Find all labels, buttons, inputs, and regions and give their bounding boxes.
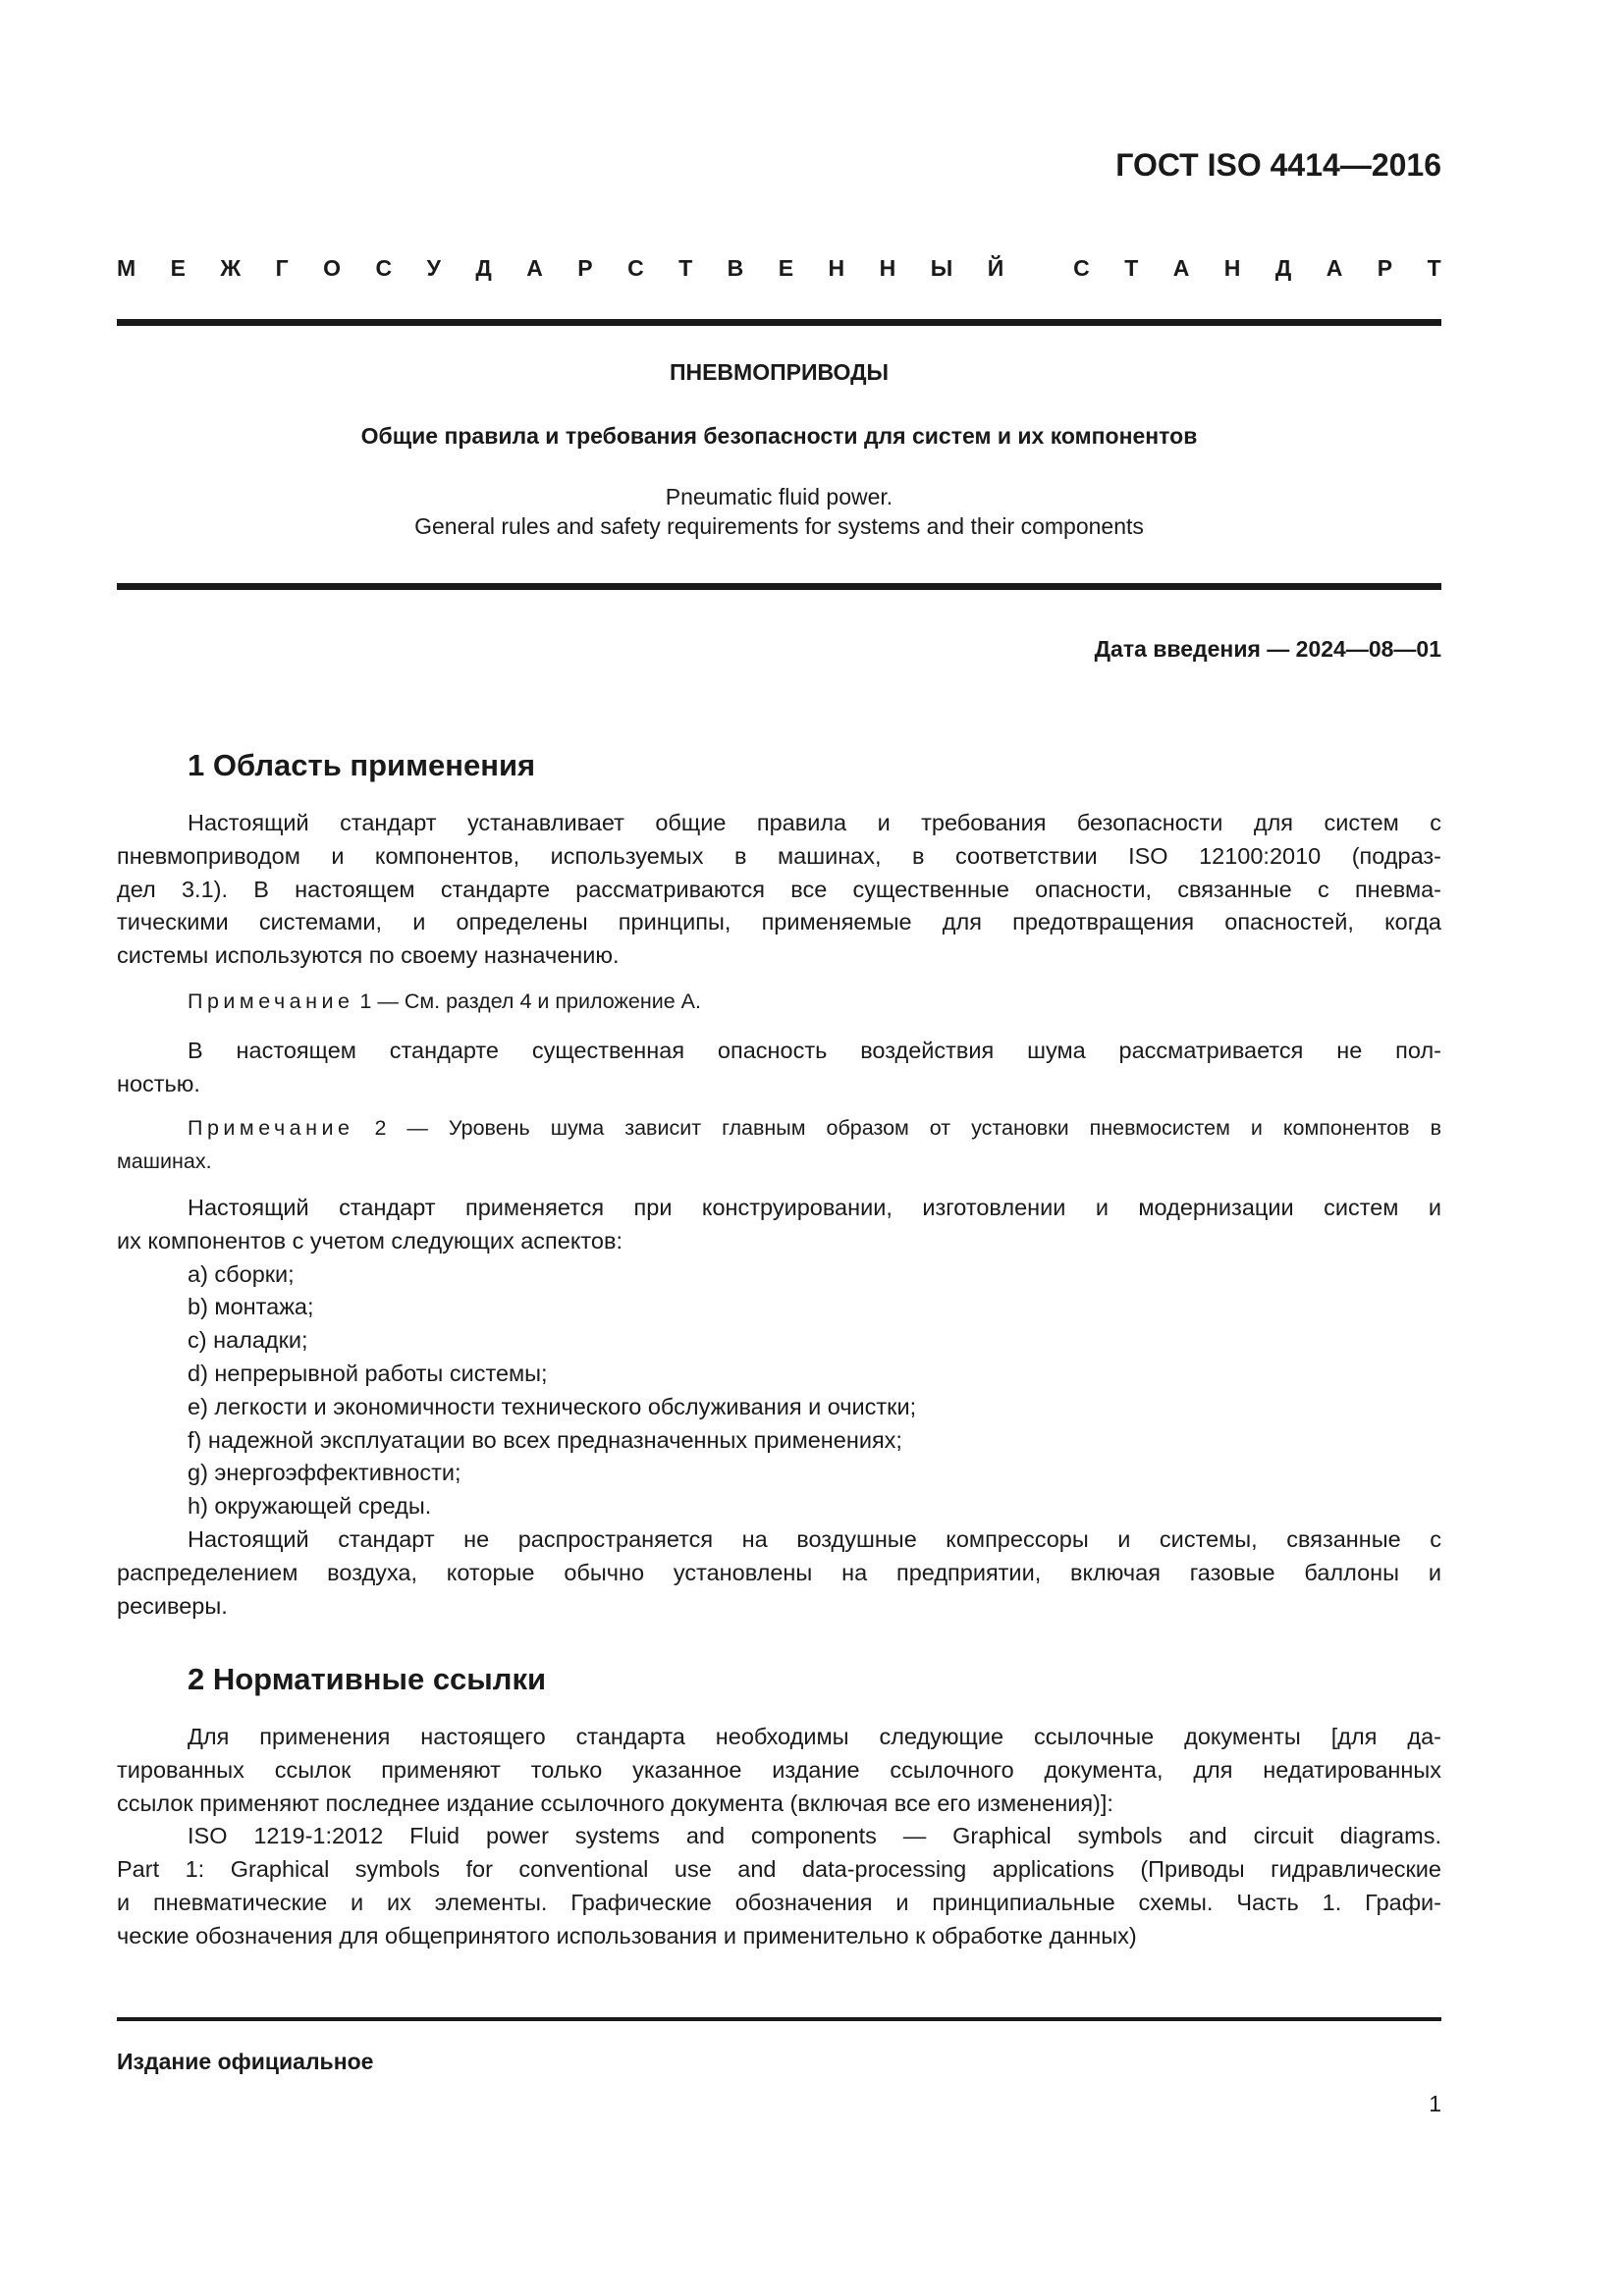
header-letter: В [727, 255, 744, 281]
list-item: b) монтажа; [188, 1294, 314, 1320]
text-line: распределением воздуха, которые обычно установлены на предприятии, включая газовые баллоны и [117, 1559, 1441, 1585]
header-letter: А [526, 255, 543, 281]
paragraph-3-lines [117, 1192, 1441, 1258]
standard-type-header [117, 255, 1441, 282]
header-letter: Н [828, 255, 845, 281]
text-line: Part 1: Graphical symbols for conventional use and data-processing applications (Приводы гидравлические [117, 1856, 1441, 1883]
text-line: и пневматические и их элементы. Графические обозначения и принципиальные схемы. Часть 1. Графи- [117, 1889, 1441, 1915]
document-number: ГОСТ ISO 4414—2016 [1115, 147, 1441, 183]
note-2-text: 2 — Уровень шума зависит главным образом от установки пневмосистем и компонентов в [353, 1116, 1441, 1140]
text-line: Настоящий стандарт применяется при конструировании, изготовлении и модернизации систем и [188, 1195, 1441, 1220]
note-1 [117, 986, 1441, 1019]
text-line: Настоящий стандарт не распространяется на воздушные компрессоры и системы, связанные с [188, 1525, 1441, 1552]
list-item: e) легкости и экономичности технического обслуживания и очистки; [188, 1393, 917, 1419]
text-line: ссылок применяют последнее издание ссылочного документа (включая все его изменения)]: [117, 1789, 1113, 1816]
document-title: ПНЕВМОПРИВОДЫ [669, 359, 890, 385]
text-line: тированных ссылок применяют только указанное издание ссылочного документа, для недатированных [117, 1756, 1441, 1783]
title-divider [117, 583, 1441, 590]
section-1-paragraph-1 [117, 807, 1441, 973]
note-2 [117, 1112, 1441, 1175]
header-letter: Н [1223, 255, 1241, 281]
header-letter: Р [577, 255, 593, 281]
header-letter: Д [475, 255, 492, 281]
header-letter: Н [879, 255, 896, 281]
section-1-heading: 1 Область применения [188, 748, 536, 782]
section-2-heading: 2 Нормативные ссылки [188, 1662, 547, 1696]
header-letter: С [1073, 255, 1090, 281]
text-line: тическими системами, и определены принципы, применяемые для предотвращения опасностей, когда [117, 909, 1441, 935]
header-letter: А [1172, 255, 1190, 281]
text-line: их компонентов с учетом следующих аспектов: [117, 1227, 623, 1254]
section-2-paragraphs [117, 1721, 1441, 1953]
list-item: a) сборки; [188, 1260, 295, 1287]
text-line: Настоящий стандарт устанавливает общие правила и требования безопасности для систем с [188, 810, 1441, 835]
header-letter: Г [275, 255, 289, 281]
header-letter: А [1326, 255, 1343, 281]
header-letter: Е [170, 255, 186, 281]
section-1-paragraph-3 [117, 1192, 1441, 1623]
header-letter: С [627, 255, 644, 281]
list-item: d) непрерывной работы системы; [188, 1360, 548, 1386]
header-letter: Т [1427, 255, 1441, 281]
list-item: f) надежной эксплуатации во всех предназначенных применениях; [188, 1426, 902, 1453]
header-letter: Т [1124, 255, 1139, 281]
document-subtitle: Общие правила и требования безопасности для систем и их компонентов [360, 423, 1198, 449]
section-1-paragraph-2 [117, 1035, 1441, 1101]
header-letter: Р [1377, 255, 1393, 281]
header-letter: М [117, 255, 136, 281]
header-letter: Д [1274, 255, 1292, 281]
text-line: ISO 1219-1:2012 Fluid power systems and components — Graphical symbols and circuit diagrams. [188, 1823, 1441, 1849]
official-edition-label: Издание официальное [117, 2049, 374, 2074]
text-line: Для применения настоящего стандарта необходимы следующие ссылочные документы [для да- [188, 1724, 1441, 1749]
top-divider [117, 319, 1441, 326]
header-letter: Й [987, 255, 1004, 281]
text-line: дел 3.1). В настоящем стандарте рассматриваются все существенные опасности, связанные с пневма- [117, 876, 1441, 902]
introduction-date: Дата введения — 2024—08—01 [1094, 636, 1441, 662]
section-2-paragraph-2 [117, 1820, 1441, 1952]
text-line: ресиверы. [117, 1592, 228, 1619]
note-2-continuation: машинах. [117, 1148, 212, 1173]
english-title-line-2: General rules and safety requirements for systems and their components [414, 513, 1144, 539]
header-letter: Ж [220, 255, 242, 281]
list-item: h) окружающей среды. [188, 1493, 432, 1520]
section-2-paragraph-1 [117, 1721, 1441, 1820]
list-item: g) энергоэффективности; [188, 1460, 461, 1486]
header-letter: Ы [930, 255, 953, 281]
note-1-label: Примечание [188, 989, 354, 1013]
text-line: В настоящем стандарте существенная опасность воздействия шума рассматривается не пол- [188, 1038, 1441, 1063]
text-line: пневмоприводом и компонентов, используемых в машинах, в соответствии ISO 12100:2010 (подраз- [117, 842, 1441, 869]
text-line: ческие обозначения для общепринятого использования и применительно к обработке данных) [117, 1922, 1137, 1949]
aspects-list [117, 1258, 1441, 1523]
header-letter: Т [678, 255, 693, 281]
page-number: 1 [1429, 2091, 1441, 2116]
english-title-line-1: Pneumatic fluid power. [665, 484, 893, 509]
header-letter: С [375, 255, 393, 281]
header-letter: О [323, 255, 342, 281]
text-line: системы используются по своему назначению. [117, 942, 620, 969]
section-1-paragraph-4 [117, 1523, 1441, 1623]
note-1-text: 1 — См. раздел 4 и приложение А. [353, 989, 701, 1013]
header-letter: Е [778, 255, 794, 281]
note-2-label: Примечание [188, 1116, 354, 1140]
text-line: ностью. [117, 1070, 200, 1096]
list-item: c) наладки; [188, 1327, 308, 1354]
header-letter: У [426, 255, 441, 281]
footer-divider [117, 2017, 1441, 2021]
